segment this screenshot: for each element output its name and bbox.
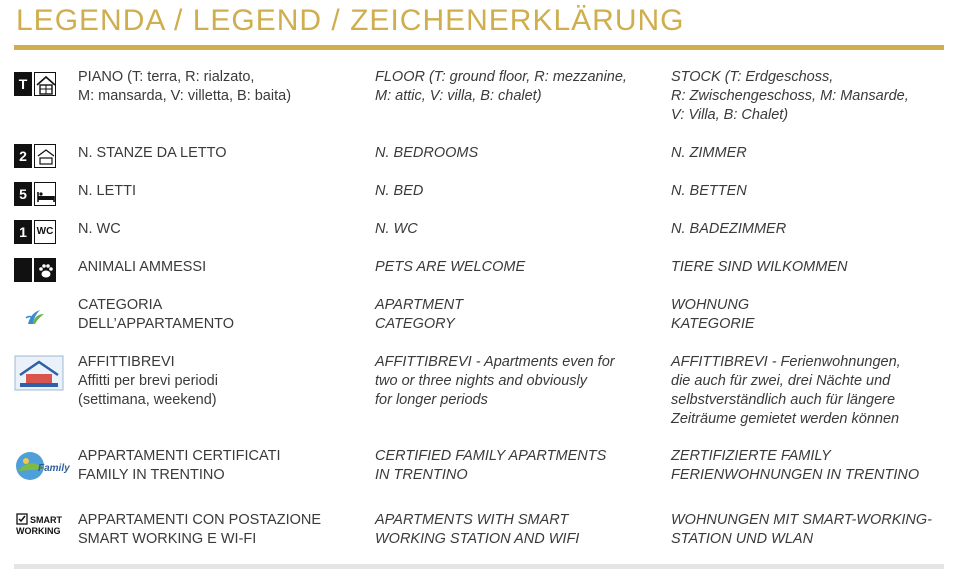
text-en: M: attic, V: villa, B: chalet): [375, 88, 542, 104]
text-it: FAMILY IN TRENTINO: [78, 467, 225, 483]
text-de: N. BADEZIMMER: [671, 221, 787, 237]
text-en: FLOOR (T: ground floor, R: mezzanine,: [375, 69, 627, 85]
wc-label: WC: [34, 220, 56, 244]
text-en: AFFITTIBREVI - Apartments even for: [375, 354, 615, 370]
text-en: two or three nights and obviously: [375, 373, 587, 389]
legend-row-floor: [0, 68, 960, 128]
text-de: WOHNUNG: [671, 297, 750, 313]
wc-badge: 1: [14, 220, 32, 244]
text-en: N. BED: [375, 183, 424, 199]
text-en: CATEGORY: [375, 316, 455, 332]
legend-row-pets: [0, 258, 960, 288]
text-it: N. STANZE DA LETTO: [78, 145, 227, 161]
bedrooms-badge: 2: [14, 144, 32, 168]
paw-icon: [14, 258, 58, 284]
text-it: M: mansarda, V: villetta, B: baita): [78, 88, 292, 104]
text-en: N. BEDROOMS: [375, 145, 479, 161]
text-en: PETS ARE WELCOME: [375, 259, 526, 275]
text-en: for longer periods: [375, 392, 488, 408]
bottom-divider: [14, 564, 944, 569]
text-de: KATEGORIE: [671, 316, 755, 332]
text-de: ZERTIFIZIERTE FAMILY: [671, 448, 831, 464]
floor-house-icon: [14, 72, 58, 98]
text-de: AFFITTIBREVI - Ferienwohnungen,: [671, 354, 901, 370]
text-de: selbstverständlich auch für längere: [671, 392, 896, 408]
text-it: N. WC: [78, 221, 121, 237]
text-en: CERTIFIED FAMILY APARTMENTS: [375, 448, 607, 464]
text-it: APPARTAMENTI CON POSTAZIONE: [78, 512, 322, 528]
text-en: IN TRENTINO: [375, 467, 468, 483]
text-it: APPARTAMENTI CERTIFICATI: [78, 448, 281, 464]
wc-icon: [14, 220, 58, 246]
legend-row-beds: [0, 182, 960, 212]
legend-row-category: [0, 296, 960, 340]
text-de: WOHNUNGEN MIT SMART-WORKING-: [671, 512, 932, 528]
text-de: N. BETTEN: [671, 183, 747, 199]
text-de: STATION UND WLAN: [671, 531, 814, 547]
text-de: N. ZIMMER: [671, 145, 747, 161]
text-de: Zeiträume gemietet werden können: [671, 411, 900, 427]
text-en: WORKING STATION AND WIFI: [375, 531, 580, 547]
beds-badge: 5: [14, 182, 32, 206]
svg-text:Family: Family: [38, 463, 70, 474]
smart-label: SMART: [30, 515, 62, 525]
title-underline: [14, 45, 944, 50]
floor-badge: T: [14, 72, 32, 96]
text-it: (settimana, weekend): [78, 392, 217, 408]
text-de: R: Zwischengeschoss, M: Mansarde,: [671, 88, 909, 104]
text-it: PIANO (T: terra, R: rialzato,: [78, 69, 255, 85]
text-it: CATEGORIA: [78, 297, 163, 313]
working-label: WORKING: [16, 526, 61, 536]
text-it: DELL’APPARTAMENTO: [78, 316, 235, 332]
text-de: V: Villa, B: Chalet): [671, 107, 789, 123]
text-de: FERIENWOHNUNGEN IN TRENTINO: [671, 467, 920, 483]
text-en: APARTMENT: [375, 297, 464, 313]
text-de: die auch für zwei, drei Nächte und: [671, 373, 891, 389]
text-it: Affitti per brevi periodi: [78, 373, 218, 389]
bedroom-icon: [14, 144, 58, 170]
text-en: APARTMENTS WITH SMART: [375, 512, 569, 528]
affittibrevi-logo-icon: [14, 355, 64, 391]
bed-icon: [14, 182, 58, 208]
text-it: N. LETTI: [78, 183, 137, 199]
text-it: AFFITTIBREVI: [78, 354, 175, 370]
text-en: N. WC: [375, 221, 418, 237]
text-de: TIERE SIND WILKOMMEN: [671, 259, 848, 275]
page-title: LEGENDA / LEGEND / ZEICHENERKLÄRUNG: [16, 4, 685, 37]
legend-row-family: [0, 447, 960, 491]
text-it: SMART WORKING E WI-FI: [78, 531, 257, 547]
text-it: ANIMALI AMMESSI: [78, 259, 207, 275]
family-logo-icon: [14, 449, 70, 483]
legend-row-wc: [0, 220, 960, 250]
legend-row-affittibrevi: [0, 353, 960, 433]
category-flower-icon: [14, 302, 58, 328]
legend-row-smart-working: [0, 511, 960, 555]
text-de: STOCK (T: Erdgeschoss,: [671, 69, 834, 85]
smart-working-icon: [14, 511, 70, 537]
legend-row-bedrooms: [0, 144, 960, 174]
